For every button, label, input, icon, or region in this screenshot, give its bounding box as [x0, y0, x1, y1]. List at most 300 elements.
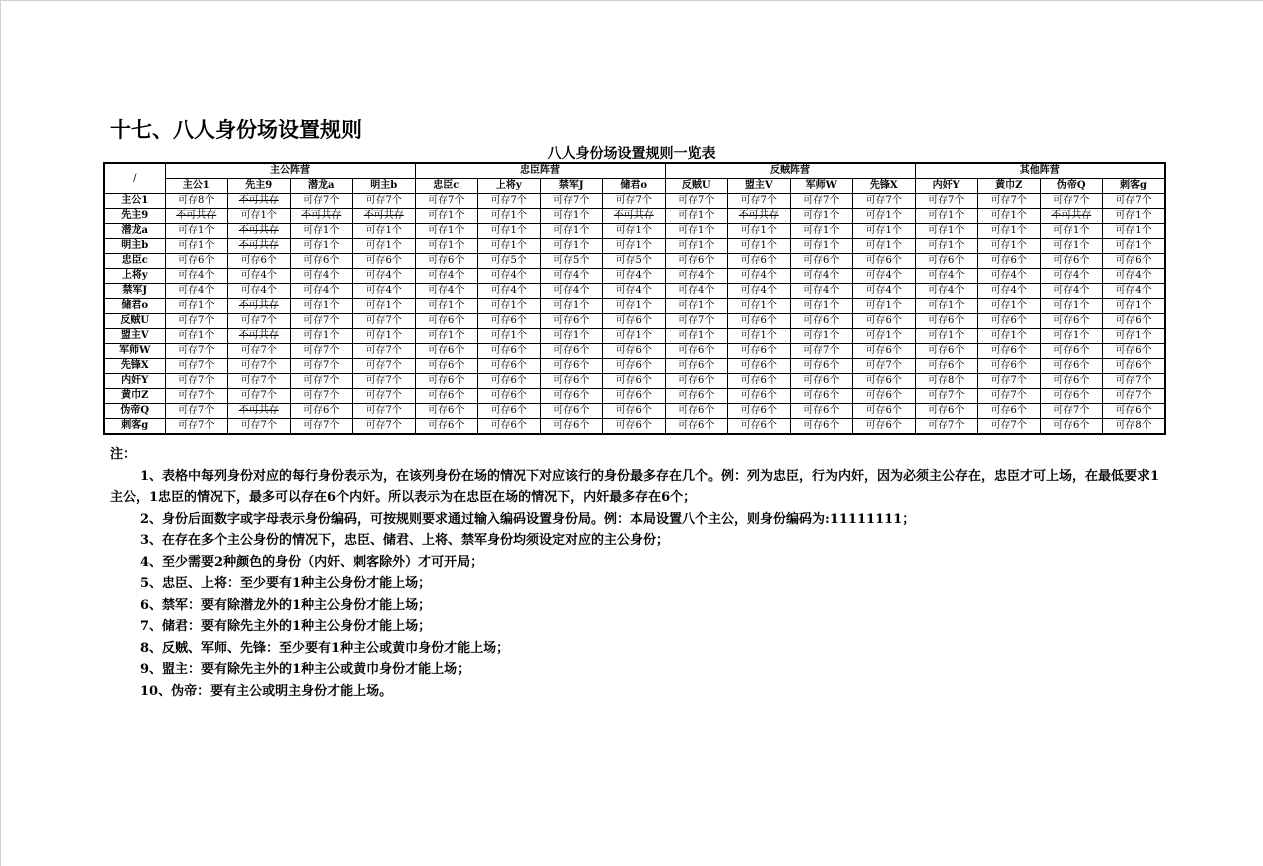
group-header: 忠臣阵营 [415, 163, 665, 179]
table-cell: 可存4个 [415, 269, 478, 284]
table-cell: 可存1个 [915, 329, 978, 344]
table-cell: 不可共存 [228, 299, 291, 314]
table-cell: 可存6个 [415, 359, 478, 374]
table-cell: 可存6个 [728, 404, 791, 419]
table-cell: 可存1个 [1103, 224, 1166, 239]
table-cell: 可存1个 [915, 239, 978, 254]
table-cell: 可存6个 [728, 389, 791, 404]
table-cell: 可存6个 [603, 374, 666, 389]
table-cell: 可存1个 [1103, 209, 1166, 224]
table-row [104, 194, 1165, 209]
table-cell: 可存4个 [915, 269, 978, 284]
table-cell: 可存6个 [978, 404, 1041, 419]
row-header: 伪帝Q [104, 404, 165, 419]
table-row [104, 344, 1165, 359]
table-cell: 可存1个 [915, 224, 978, 239]
note-item: 7、储君：要有除先主外的1种主公身份才能上场； [140, 619, 432, 634]
table-cell: 不可共存 [1040, 209, 1103, 224]
table-cell: 可存6个 [915, 344, 978, 359]
column-header: 黄巾Z [978, 179, 1041, 194]
table-cell: 可存1个 [978, 209, 1041, 224]
table-cell: 可存1个 [790, 239, 853, 254]
table-cell: 可存1个 [165, 299, 228, 314]
column-header: 上将y [478, 179, 541, 194]
group-header: 其他阵营 [915, 163, 1165, 179]
table-cell: 可存6个 [478, 314, 541, 329]
table-row [104, 329, 1165, 344]
table-cell: 可存6个 [728, 374, 791, 389]
table-cell: 可存7个 [353, 389, 416, 404]
table-row [104, 224, 1165, 239]
table-cell: 可存1个 [665, 299, 728, 314]
table-cell: 可存4个 [603, 284, 666, 299]
column-header: 储君o [603, 179, 666, 194]
table-cell: 可存6个 [1040, 314, 1103, 329]
table-cell: 可存5个 [603, 254, 666, 269]
table-cell: 可存7个 [978, 389, 1041, 404]
table-cell: 可存7个 [290, 359, 353, 374]
table-cell: 可存1个 [290, 299, 353, 314]
table-cell: 可存1个 [978, 299, 1041, 314]
table-cell: 可存6个 [665, 344, 728, 359]
table-cell: 可存5个 [540, 254, 603, 269]
column-header: 潜龙a [290, 179, 353, 194]
table-cell: 可存6个 [478, 404, 541, 419]
table-cell: 可存1个 [728, 299, 791, 314]
table-cell: 可存4个 [353, 284, 416, 299]
table-cell: 可存7个 [603, 194, 666, 209]
table-cell: 可存6个 [665, 254, 728, 269]
table-cell: 可存6个 [665, 359, 728, 374]
table-cell: 可存7个 [290, 419, 353, 435]
table-cell: 可存1个 [415, 209, 478, 224]
table-cell: 可存4个 [915, 284, 978, 299]
table-cell: 可存4个 [665, 269, 728, 284]
table-cell: 可存1个 [603, 299, 666, 314]
table-cell: 可存8个 [165, 194, 228, 209]
notes-list [110, 466, 1170, 703]
table-cell: 可存1个 [853, 299, 916, 314]
table-cell: 可存1个 [603, 239, 666, 254]
table-cell: 可存7个 [1040, 404, 1103, 419]
table-cell: 可存6个 [415, 374, 478, 389]
table-row [104, 314, 1165, 329]
table-cell: 可存7个 [915, 389, 978, 404]
row-header: 上将y [104, 269, 165, 284]
table-cell: 可存4个 [165, 284, 228, 299]
row-header: 黄巾Z [104, 389, 165, 404]
table-cell: 可存7个 [415, 194, 478, 209]
column-header: 盟主V [728, 179, 791, 194]
table-cell: 可存7个 [353, 344, 416, 359]
row-header: 先锋X [104, 359, 165, 374]
table-cell: 可存6个 [603, 359, 666, 374]
table-cell: 可存6个 [790, 254, 853, 269]
table-cell: 可存6个 [728, 359, 791, 374]
table-cell: 可存1个 [415, 239, 478, 254]
table-cell: 可存6个 [1040, 344, 1103, 359]
table-cell: 可存6个 [853, 389, 916, 404]
table-cell: 可存1个 [790, 299, 853, 314]
table-cell: 可存1个 [978, 224, 1041, 239]
table-cell: 可存6个 [603, 419, 666, 435]
table-cell: 可存6个 [1040, 419, 1103, 435]
table-cell: 可存1个 [1040, 224, 1103, 239]
table-cell: 可存4个 [978, 284, 1041, 299]
table-cell: 可存6个 [540, 344, 603, 359]
table-cell: 可存4个 [290, 284, 353, 299]
column-header: 伪帝Q [1040, 179, 1103, 194]
table-cell: 可存1个 [478, 224, 541, 239]
table-cell: 可存6个 [1040, 254, 1103, 269]
table-corner: / [104, 163, 165, 194]
note-item: 8、反贼、军师、先锋：至少要有1种主公或黄巾身份才能上场； [140, 640, 510, 656]
table-cell: 可存1个 [540, 299, 603, 314]
table-cell: 可存7个 [228, 359, 291, 374]
table-cell: 可存6个 [1103, 344, 1166, 359]
table-cell: 可存6个 [790, 359, 853, 374]
table-cell: 可存1个 [603, 329, 666, 344]
table-cell: 可存1个 [540, 224, 603, 239]
table-cell: 可存4个 [1103, 269, 1166, 284]
table-cell: 可存4个 [478, 269, 541, 284]
table-cell: 可存6个 [415, 314, 478, 329]
table-cell: 可存7个 [978, 194, 1041, 209]
row-header: 盟主V [104, 329, 165, 344]
row-header: 内奸Y [104, 374, 165, 389]
table-cell: 可存4个 [165, 269, 228, 284]
table-row [104, 389, 1165, 404]
table-title: 八人身份场设置规则一览表 [547, 146, 716, 162]
table-cell: 可存6个 [728, 254, 791, 269]
table-cell: 可存6个 [1103, 314, 1166, 329]
note-item: 10、伪帝：要有主公或明主身份才能上场。 [140, 683, 393, 699]
table-cell: 可存4个 [228, 284, 291, 299]
table-cell: 可存6个 [1040, 389, 1103, 404]
table-cell: 可存4个 [728, 269, 791, 284]
table-cell: 可存1个 [415, 224, 478, 239]
table-cell: 可存7个 [540, 194, 603, 209]
table-cell: 可存1个 [1103, 329, 1166, 344]
table-cell: 可存6个 [853, 344, 916, 359]
note-item: 6、禁军：要有除潜龙外的1种主公身份才能上场； [140, 597, 432, 613]
table-cell: 可存7个 [290, 389, 353, 404]
table-cell: 可存6个 [478, 344, 541, 359]
table-cell: 可存7个 [353, 374, 416, 389]
table-cell: 可存6个 [978, 359, 1041, 374]
table-cell: 可存6个 [915, 254, 978, 269]
table-cell: 可存7个 [915, 194, 978, 209]
table-cell: 可存6个 [1040, 359, 1103, 374]
table-cell: 可存6个 [915, 359, 978, 374]
column-header: 军师W [790, 179, 853, 194]
column-header: 明主b [353, 179, 416, 194]
table-cell: 可存7个 [165, 389, 228, 404]
table-cell: 不可共存 [228, 224, 291, 239]
table-row [104, 269, 1165, 284]
table-cell: 可存4个 [1103, 284, 1166, 299]
table-cell: 可存4个 [415, 284, 478, 299]
table-cell: 可存1个 [853, 329, 916, 344]
table-cell: 不可共存 [228, 239, 291, 254]
table-cell: 可存4个 [790, 269, 853, 284]
table-cell: 可存6个 [540, 389, 603, 404]
column-header: 内奸Y [915, 179, 978, 194]
table-cell: 可存6个 [540, 404, 603, 419]
table-cell: 可存6个 [915, 404, 978, 419]
note-item: 2、身份后面数字或字母表示身份编码，可按规则要求通过输入编码设置身份局。例：本局设置八个主公，则身份编码为:11111111； [140, 511, 916, 527]
table-cell: 可存1个 [790, 329, 853, 344]
table-cell: 可存6个 [665, 404, 728, 419]
table-cell: 可存6个 [665, 419, 728, 435]
table-cell: 可存1个 [228, 209, 291, 224]
section-heading: 十七、八人身份场设置规则 [110, 118, 362, 142]
group-header: 主公阵营 [165, 163, 415, 179]
note-item: 1、表格中每列身份对应的每行身份表示为，在该列身份在场的情况下对应该行的身份最多存在几个。例：列为忠臣，行为内奸，因为必须主公存在，忠臣才可上场，在最低要求1主公，1忠臣的情况下，最多可以存在6个内奸。所以表示为在忠臣在场的情况下，内奸最多存在6个； [110, 468, 1160, 505]
table-cell: 可存7个 [853, 359, 916, 374]
column-header: 反贼U [665, 179, 728, 194]
table-cell: 可存7个 [290, 194, 353, 209]
table-row [104, 374, 1165, 389]
table-cell: 可存1个 [853, 224, 916, 239]
row-header: 军师W [104, 344, 165, 359]
table-cell: 可存6个 [1103, 254, 1166, 269]
table-cell: 可存1个 [540, 329, 603, 344]
row-header: 主公1 [104, 194, 165, 209]
table-cell: 可存7个 [728, 194, 791, 209]
table-cell: 不可共存 [728, 209, 791, 224]
table-cell: 可存6个 [728, 314, 791, 329]
table-cell: 可存1个 [290, 329, 353, 344]
row-header: 反贼U [104, 314, 165, 329]
table-cell: 不可共存 [165, 209, 228, 224]
row-header: 明主b [104, 239, 165, 254]
table-cell: 可存7个 [165, 314, 228, 329]
note-item: 5、忠臣、上将：至少要有1种主公身份才能上场； [140, 576, 432, 591]
table-row [104, 404, 1165, 419]
table-cell: 可存7个 [1040, 194, 1103, 209]
table-cell: 可存1个 [665, 224, 728, 239]
row-header: 先主9 [104, 209, 165, 224]
table-cell: 可存1个 [728, 329, 791, 344]
table-cell: 可存1个 [478, 209, 541, 224]
table-cell: 可存4个 [290, 269, 353, 284]
table-cell: 可存7个 [978, 374, 1041, 389]
table-cell: 可存6个 [165, 254, 228, 269]
row-header: 刺客g [104, 419, 165, 435]
table-cell: 可存6个 [853, 419, 916, 435]
table-cell: 可存1个 [915, 209, 978, 224]
table-cell: 不可共存 [228, 194, 291, 209]
table-cell: 可存6个 [540, 314, 603, 329]
table-row [104, 419, 1165, 435]
table-row [104, 209, 1165, 224]
table-cell: 可存7个 [1103, 374, 1166, 389]
column-header: 刺客g [1103, 179, 1166, 194]
table-row [104, 359, 1165, 374]
table-cell: 可存7个 [228, 314, 291, 329]
table-cell: 可存4个 [540, 284, 603, 299]
column-header: 先主9 [228, 179, 291, 194]
table-cell: 可存6个 [415, 404, 478, 419]
page-top-border [0, 0, 1263, 1]
table-cell: 可存6个 [728, 344, 791, 359]
table-cell: 可存7个 [353, 404, 416, 419]
table-cell: 可存7个 [353, 359, 416, 374]
table-cell: 可存6个 [790, 314, 853, 329]
table-cell: 可存1个 [540, 239, 603, 254]
table-cell: 可存6个 [790, 389, 853, 404]
table-cell: 可存7个 [228, 344, 291, 359]
table-cell: 可存1个 [1103, 299, 1166, 314]
table-cell: 可存5个 [478, 254, 541, 269]
rules-table [103, 162, 1166, 435]
table-cell: 可存1个 [353, 224, 416, 239]
note-item: 4、至少需要2种颜色的身份（内奸、刺客除外）才可开局； [140, 554, 484, 570]
table-cell: 可存7个 [290, 314, 353, 329]
table-cell: 可存4个 [728, 284, 791, 299]
table-cell: 可存6个 [1103, 359, 1166, 374]
table-cell: 可存1个 [540, 209, 603, 224]
page-left-border [0, 0, 1, 866]
table-cell: 不可共存 [290, 209, 353, 224]
row-header: 潜龙a [104, 224, 165, 239]
table-cell: 可存7个 [165, 344, 228, 359]
table-cell: 可存4个 [1040, 269, 1103, 284]
table-cell: 不可共存 [228, 329, 291, 344]
table-cell: 可存1个 [665, 329, 728, 344]
table-cell: 可存1个 [728, 224, 791, 239]
table-cell: 可存7个 [353, 314, 416, 329]
table-cell: 可存1个 [790, 209, 853, 224]
column-header: 禁军J [540, 179, 603, 194]
table-row [104, 239, 1165, 254]
table-cell: 可存4个 [540, 269, 603, 284]
table-cell: 可存6个 [978, 314, 1041, 329]
table-cell: 可存7个 [165, 404, 228, 419]
table-row [104, 284, 1165, 299]
table-row [104, 254, 1165, 269]
table-cell: 可存1个 [665, 209, 728, 224]
table-cell: 可存4个 [853, 269, 916, 284]
table-cell: 可存4个 [353, 269, 416, 284]
table-cell: 可存1个 [1040, 239, 1103, 254]
notes-title: 注： [110, 447, 137, 462]
table-cell: 可存1个 [478, 239, 541, 254]
table-cell: 可存7个 [228, 374, 291, 389]
column-header: 先锋X [853, 179, 916, 194]
table-cell: 可存6个 [790, 404, 853, 419]
table-cell: 可存1个 [978, 239, 1041, 254]
table-cell: 可存1个 [790, 224, 853, 239]
table-cell: 可存1个 [478, 329, 541, 344]
table-cell: 可存4个 [853, 284, 916, 299]
table-cell: 可存1个 [290, 239, 353, 254]
table-cell: 可存7个 [790, 344, 853, 359]
table-cell: 可存6个 [603, 389, 666, 404]
table-cell: 可存1个 [415, 299, 478, 314]
table-cell: 可存6个 [228, 254, 291, 269]
table-cell: 可存6个 [915, 314, 978, 329]
table-cell: 可存6个 [665, 389, 728, 404]
table-cell: 可存7个 [165, 374, 228, 389]
table-cell: 可存6个 [415, 389, 478, 404]
table-cell: 可存4个 [1040, 284, 1103, 299]
row-header: 储君o [104, 299, 165, 314]
table-cell: 可存1个 [665, 239, 728, 254]
table-cell: 可存6个 [540, 419, 603, 435]
table-cell: 可存6个 [603, 404, 666, 419]
table-cell: 可存8个 [915, 374, 978, 389]
table-cell: 可存7个 [1103, 194, 1166, 209]
table-cell: 可存6个 [853, 314, 916, 329]
table-cell: 可存6个 [290, 254, 353, 269]
table-cell: 不可共存 [603, 209, 666, 224]
table-cell: 可存1个 [1103, 239, 1166, 254]
table-cell: 可存7个 [915, 419, 978, 435]
table-cell: 可存1个 [290, 224, 353, 239]
column-header: 主公1 [165, 179, 228, 194]
table-cell: 可存4个 [665, 284, 728, 299]
table-cell: 可存6个 [790, 374, 853, 389]
table-cell: 可存1个 [478, 299, 541, 314]
table-cell: 可存6个 [478, 389, 541, 404]
table-cell: 可存1个 [353, 329, 416, 344]
table-cell: 可存4个 [790, 284, 853, 299]
table-cell: 可存1个 [165, 224, 228, 239]
table-cell: 可存6个 [603, 314, 666, 329]
table-cell: 可存6个 [415, 419, 478, 435]
table-cell: 可存1个 [853, 209, 916, 224]
note-item: 3、在存在多个主公身份的情况下，忠臣、储君、上将、禁军身份均须设定对应的主公身份； [140, 533, 670, 548]
table-cell: 可存6个 [853, 404, 916, 419]
table-cell: 可存7个 [290, 374, 353, 389]
table-cell: 可存1个 [353, 299, 416, 314]
table-cell: 可存7个 [228, 419, 291, 435]
table-cell: 可存4个 [978, 269, 1041, 284]
table-cell: 可存6个 [978, 254, 1041, 269]
table-cell: 可存1个 [1040, 299, 1103, 314]
table-cell: 可存1个 [603, 224, 666, 239]
table-cell: 可存7个 [478, 194, 541, 209]
table-cell: 可存6个 [1103, 404, 1166, 419]
table-cell: 可存7个 [165, 419, 228, 435]
notes-section [110, 444, 1170, 702]
table-cell: 可存7个 [978, 419, 1041, 435]
table-cell: 可存7个 [665, 314, 728, 329]
table-row [104, 299, 1165, 314]
table-cell: 可存1个 [415, 329, 478, 344]
table-cell: 可存6个 [478, 374, 541, 389]
table-cell: 可存1个 [1040, 329, 1103, 344]
table-cell: 可存6个 [290, 404, 353, 419]
table-cell: 可存7个 [853, 194, 916, 209]
table-cell: 可存7个 [290, 344, 353, 359]
table-cell: 可存7个 [353, 419, 416, 435]
table-cell: 可存7个 [228, 389, 291, 404]
table-cell: 可存6个 [478, 359, 541, 374]
table-cell: 不可共存 [353, 209, 416, 224]
table-cell: 可存6个 [415, 254, 478, 269]
table-cell: 可存6个 [978, 344, 1041, 359]
table-cell: 可存6个 [415, 344, 478, 359]
table-cell: 可存4个 [603, 269, 666, 284]
column-header: 忠臣c [415, 179, 478, 194]
table-cell: 可存1个 [165, 239, 228, 254]
table-cell: 可存6个 [665, 374, 728, 389]
table-cell: 可存7个 [353, 194, 416, 209]
table-cell: 可存1个 [165, 329, 228, 344]
